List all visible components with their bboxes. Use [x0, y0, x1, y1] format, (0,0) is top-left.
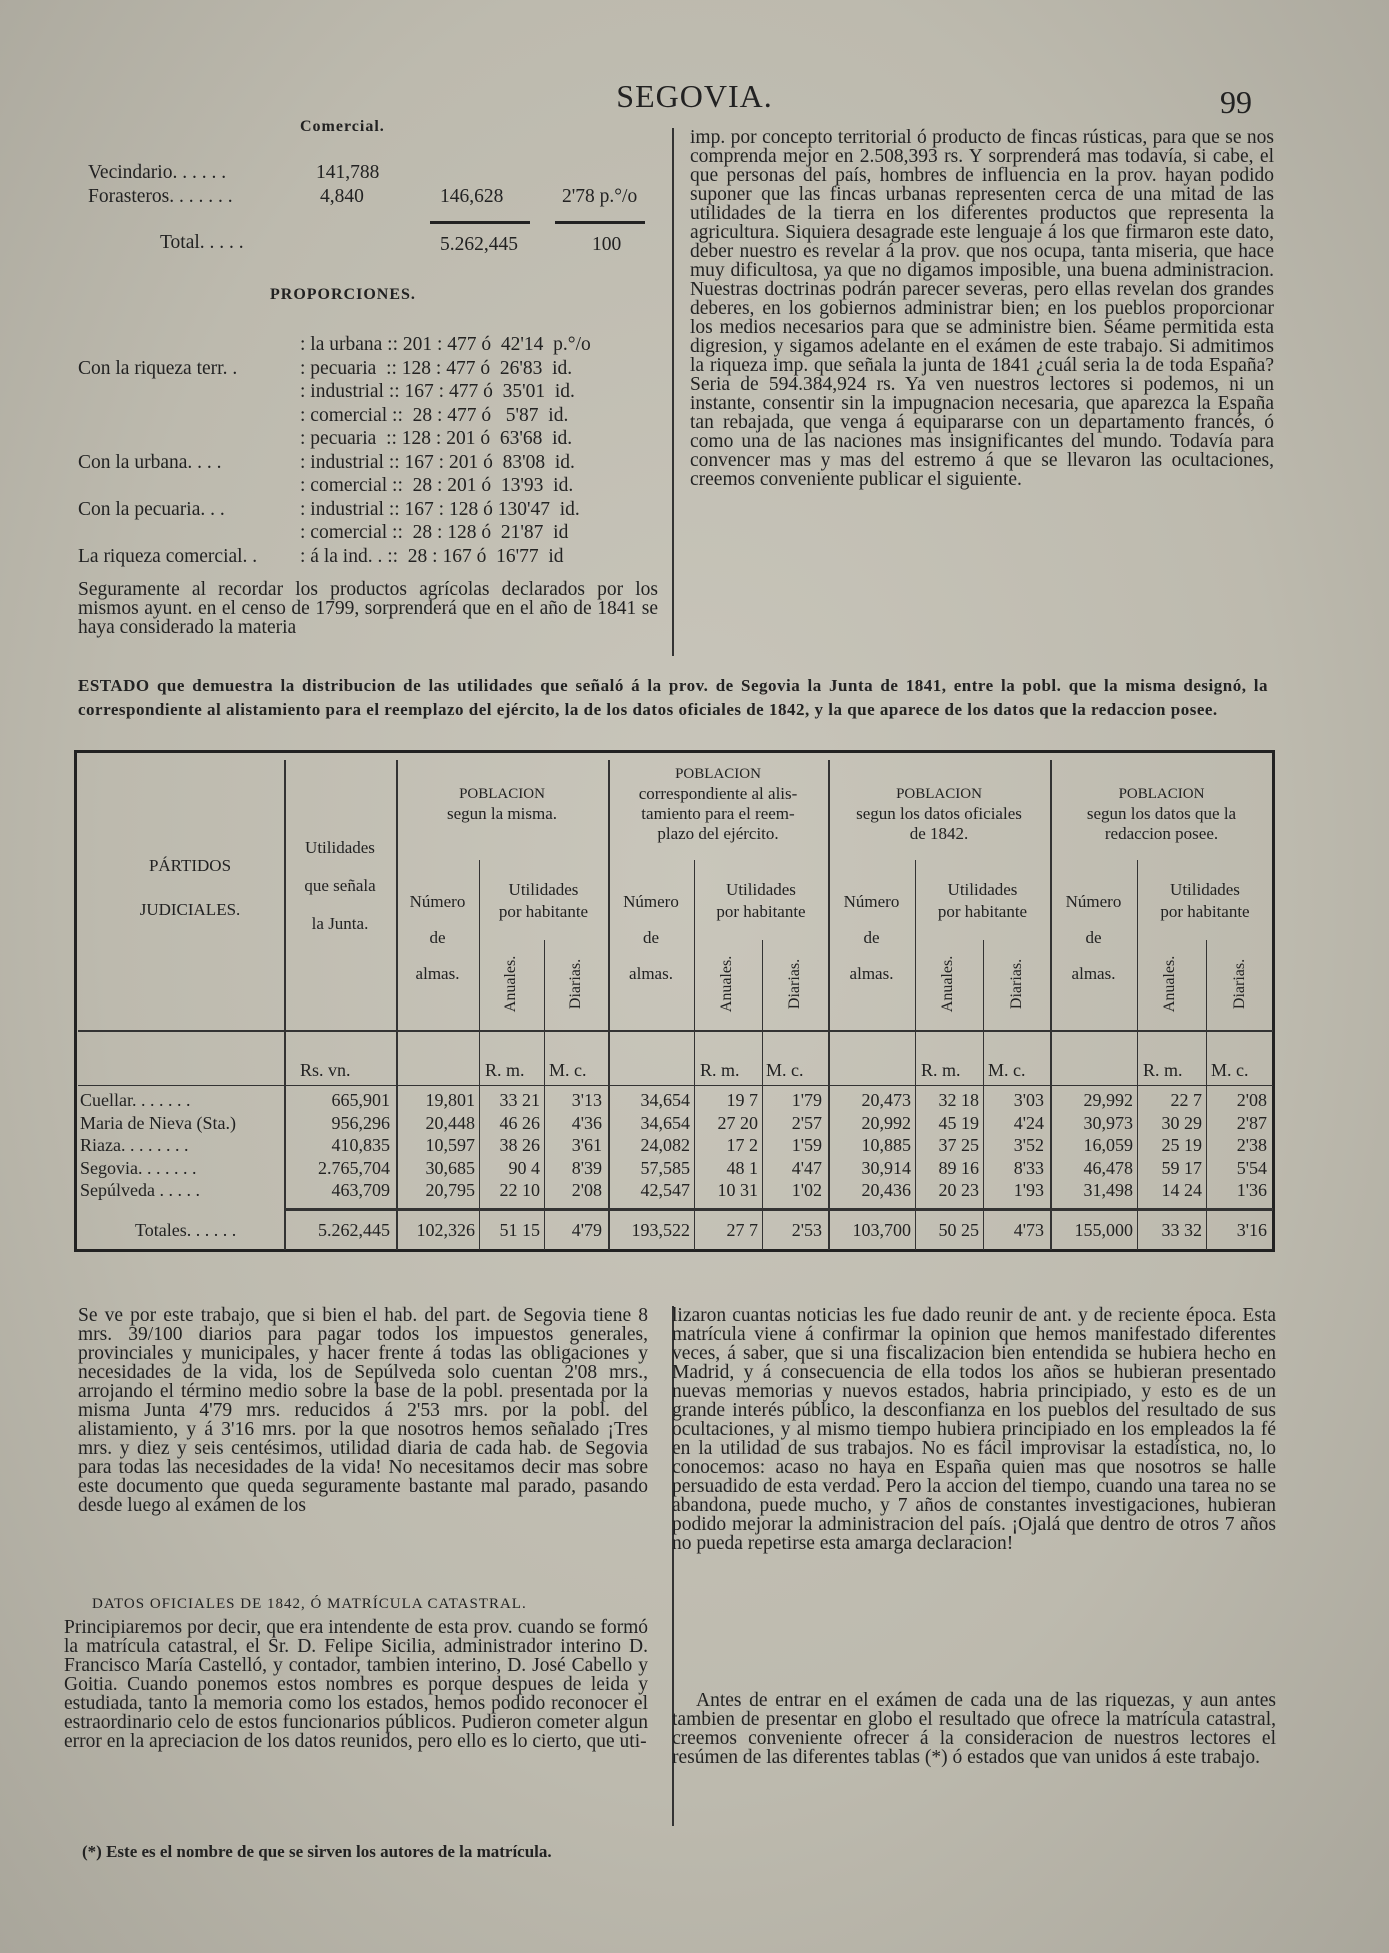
poblacion-group-header: POBLACION [1118, 786, 1205, 802]
diarias-header: Diarias. [786, 958, 803, 1010]
poblacion-group-header: redaccion posee. [1104, 824, 1219, 843]
table-row-numero: 20,436 [861, 1180, 911, 1200]
proporcion-row: : la urbana :: 201 : 477 ó 42'14 p.°/o [300, 334, 591, 355]
numero-header: Número [623, 892, 679, 911]
anuales-header: Anuales. [1161, 955, 1178, 1013]
vecindario-label: Vecindario. . . . . . [88, 162, 227, 183]
table-inner-rule [1206, 940, 1207, 1250]
unit-rm: R. m. [700, 1060, 740, 1080]
total-pct: 100 [592, 234, 622, 255]
table-row-numero: 16,059 [1083, 1135, 1133, 1155]
numero-header: Número [1065, 892, 1122, 911]
numero-header: de [863, 928, 880, 947]
poblacion-group-header: POBLACION [459, 786, 545, 802]
table-row-anuales: 14 24 [1161, 1180, 1202, 1200]
table-row-diarias: 2'08 [1236, 1090, 1267, 1110]
totals-row-anuales: 33 32 [1161, 1220, 1202, 1240]
table-inner-rule [983, 940, 984, 1250]
table-row-utilidades: 463,709 [331, 1180, 390, 1200]
unit-rs: Rs. vn. [300, 1060, 351, 1080]
utilidades-habitante-header: por habitante [498, 902, 589, 921]
table-row-diarias: 2'08 [571, 1180, 602, 1200]
diarias-header: Diarias. [1231, 958, 1248, 1010]
numero-header: de [429, 928, 446, 947]
running-title: SEGOVIA. [616, 78, 773, 114]
anuales-header: Anuales. [502, 955, 519, 1013]
table-row-anuales: 20 23 [938, 1180, 979, 1200]
table-row-numero: 46,478 [1083, 1157, 1133, 1178]
table-row-numero: 10,885 [861, 1135, 911, 1155]
numero-header: Número [843, 892, 900, 911]
table-inner-rule [762, 940, 763, 1250]
table-totals-rule [284, 1208, 1273, 1211]
utilidades-habitante-header: Utilidades [1170, 880, 1240, 899]
table-row-numero: 57,585 [640, 1157, 690, 1178]
anuales-header: Anuales. [939, 955, 956, 1013]
left-paragraph-1: Seguramente al recordar los productos agrícolas declarados por los mismos ayunt. en el censo de 1799, sorprenderá que en el año de 1841 se haya considerado la materia [78, 579, 658, 638]
utilidades-habitante-header: Utilidades [726, 880, 796, 899]
numero-header: de [642, 928, 660, 947]
table-row-anuales: 30 29 [1161, 1112, 1202, 1133]
unit-rm: R. m. [1143, 1060, 1183, 1080]
table-row-numero: 20,473 [861, 1090, 911, 1110]
proporcion-row: : industrial :: 167 : 128 ó 130'47 id. [300, 498, 580, 520]
utilidades-habitante-header: por habitante [1160, 902, 1250, 921]
table-row-name: Segovia. . . . . . . [80, 1157, 197, 1178]
table-row-anuales: 22 7 [1170, 1090, 1202, 1110]
table-row-anuales: 33 21 [499, 1090, 540, 1110]
utilidades-habitante-header: por habitante [937, 902, 1028, 921]
proporcion-row: : pecuaria :: 128 : 477 ó 26'83 id. [300, 357, 573, 379]
totals-row-diarias: 4'73 [1013, 1220, 1044, 1240]
proporcion-row: : comercial :: 28 : 201 ó 13'93 id. [300, 475, 574, 496]
forasteros-value: 4,840 [320, 186, 364, 207]
numero-header: Número [409, 892, 466, 911]
totals-row-name: Totales. . . . . . [135, 1220, 237, 1240]
table-row-diarias: 4'36 [571, 1112, 602, 1133]
totals-row-anuales: 27 7 [726, 1220, 758, 1240]
partidos-header: JUDICIALES. [139, 900, 241, 919]
table-row-anuales: 10 31 [717, 1180, 758, 1200]
page-number: 99 [1220, 84, 1252, 120]
vecindario-value: 141,788 [316, 162, 380, 183]
table-row-numero: 19,801 [425, 1090, 475, 1110]
totals-row-numero: 103,700 [852, 1220, 911, 1240]
diarias-header: Diarias. [1008, 958, 1025, 1010]
proporcion-group-label: Con la urbana. . . . [78, 451, 222, 473]
table-row-anuales: 45 19 [938, 1112, 979, 1133]
utilidades-header: Utilidades [305, 838, 375, 857]
datos-heading: DATOS OFICIALES DE 1842, Ó MATRÍCULA CATASTRAL. [92, 1596, 527, 1612]
proporcion-row: : industrial :: 167 : 477 ó 35'01 id. [300, 381, 575, 402]
unit-mc: M. c. [988, 1060, 1026, 1080]
table-row-diarias: 8'39 [571, 1157, 602, 1178]
totals-row-numero: 155,000 [1074, 1220, 1133, 1240]
table-row-diarias: 4'47 [791, 1157, 822, 1178]
table-row-diarias: 4'24 [1013, 1112, 1044, 1133]
proporcion-row: : pecuaria :: 128 : 201 ó 63'68 id. [300, 428, 573, 449]
table-row-utilidades: 410,835 [331, 1135, 390, 1155]
table-row-anuales: 48 1 [726, 1157, 758, 1178]
utilidades-header: que señala [304, 876, 376, 895]
proporcion-group-label: La riqueza comercial. . [78, 545, 258, 567]
table-row-anuales: 25 19 [1161, 1135, 1202, 1155]
totals-row-numero: 102,326 [416, 1220, 475, 1240]
left-paragraph-2: Se ve por este trabajo, que si bien el hab. del part. de Segovia tiene 8 mrs. 39/100 diarios para pagar todos los impuestos generales, provinciales y municipales, y hacer frente á todas las obligaciones y necesidades de la vida, los de Sepúlveda solo cuentan 2'08 mrs., arrojando el término medio sobre la base de la pobl. presentada por la misma Junta 4'79 mrs. reducidos á 2'53 mrs. por la pobl. del alistamiento, y á 3'16 mrs. por la que nosotros hemos señalado ¡Tres mrs. y diez y seis centésimos, utilidad diaria de cada hab. de Segovia para todas las necesidades de la vida! No necesitamos decir mas sobre este documento que queda seguramente bastante mal parado, pasando desde luego al exámen de los [78, 1305, 648, 1516]
comercial-heading: Comercial. [300, 118, 385, 135]
table-row-name: Sepúlveda . . . . . [80, 1180, 200, 1200]
unit-rm: R. m. [921, 1060, 961, 1080]
table-row-name: Cuellar. . . . . . . [80, 1090, 191, 1110]
unit-mc: M. c. [1211, 1060, 1249, 1080]
table-row-utilidades: 2.765,704 [318, 1157, 390, 1178]
table-row-numero: 20,795 [425, 1180, 475, 1200]
table-row-numero: 34,654 [640, 1090, 690, 1110]
sum-rule-2 [555, 221, 645, 224]
table-row-diarias: 3'61 [571, 1135, 602, 1155]
forasteros-sum: 146,628 [440, 186, 504, 207]
utilidades-habitante-header: Utilidades [508, 880, 579, 899]
poblacion-group-header: de 1842. [909, 824, 969, 843]
column-divider-top [672, 128, 674, 656]
utilidades-header: la Junta. [311, 914, 369, 933]
numero-header: almas. [849, 964, 894, 983]
poblacion-group-header: POBLACION [896, 786, 982, 802]
utilidades-habitante-header: por habitante [716, 902, 806, 921]
proporcion-row: : comercial :: 28 : 477 ó 5'87 id. [300, 404, 569, 426]
numero-header: almas. [1071, 964, 1116, 983]
poblacion-group-header: segun la misma. [446, 804, 557, 823]
proporcion-group-label: Con la pecuaria. . . [78, 498, 225, 520]
proporciones-heading: PROPORCIONES. [270, 286, 416, 303]
totals-row-diarias: 3'16 [1236, 1220, 1267, 1240]
total-label: Total. . . . . [160, 232, 244, 253]
table-row-numero: 31,498 [1083, 1180, 1133, 1200]
forasteros-pct: 2'78 p.°/o [562, 186, 638, 207]
table-row-diarias: 1'93 [1013, 1180, 1044, 1200]
table-row-diarias: 2'87 [1236, 1112, 1267, 1133]
totals-row-utilidades: 5.262,445 [318, 1220, 390, 1240]
unit-rm: R. m. [485, 1060, 525, 1080]
table-row-name: Riaza. . . . . . . . [80, 1135, 189, 1155]
proporcion-group-label: Con la riqueza terr. . [78, 357, 238, 379]
table-row-numero: 20,448 [425, 1112, 475, 1133]
table-row-name: Maria de Nieva (Sta.) [80, 1112, 236, 1133]
left-paragraph-3: Principiaremos por decir, que era intendente de esta prov. cuando se formó la matrícula catastral, el Sr. D. Felipe Sicilia, administrador interino D. Francisco María Castelló, y contador, tambien interino, D. José Cabello y Goitia. Cuando ponemos estos nombres es porque despues de leida y estudiada, tanto la memoria como los estados, hemos podido reconocer el estraordinario celo de estos funcionarios públicos. Pudieron cometer algun error en la apreciacion de los datos reunidos, pero ello es lo cierto, que uti- [64, 1617, 648, 1752]
table-row-diarias: 5'54 [1236, 1157, 1267, 1178]
table-row-diarias: 1'36 [1236, 1180, 1267, 1200]
table-row-diarias: 1'79 [791, 1090, 822, 1110]
totals-row-numero: 193,522 [631, 1220, 690, 1240]
table-header-rule [78, 1030, 1273, 1032]
table-row-numero: 29,992 [1083, 1090, 1133, 1110]
numero-header: almas. [629, 964, 673, 983]
poblacion-group-header: tamiento para el reem- [641, 804, 795, 823]
table-inner-rule [544, 940, 545, 1250]
table-row-anuales: 22 10 [499, 1180, 540, 1200]
right-paragraph-3: Antes de entrar en el exámen de cada una de las riquezas, y aun antes tambien de presentar en globo el resultado que ofrece la matrícula catastral, creemos conveniente ofrecer á la consideracion de nuestros lectores el resúmen de las diferentes tablas (*) ó estados que van unidos á este trabajo. [672, 1690, 1276, 1768]
table-row-anuales: 38 26 [499, 1135, 540, 1155]
proporcion-row: : á la ind. . :: 28 : 167 ó 16'77 id [300, 545, 564, 567]
table-row-anuales: 59 17 [1161, 1157, 1202, 1178]
forasteros-label: Forasteros. . . . . . . [88, 186, 233, 207]
table-row-numero: 42,547 [640, 1180, 690, 1200]
proporcion-row: : industrial :: 167 : 201 ó 83'08 id. [300, 451, 575, 473]
table-row-anuales: 19 7 [726, 1090, 758, 1110]
table-row-numero: 10,597 [425, 1135, 475, 1155]
table-row-numero: 30,685 [425, 1157, 475, 1178]
diarias-header: Diarias. [567, 958, 584, 1010]
poblacion-group-header: POBLACION [675, 766, 761, 782]
numero-header: almas. [415, 964, 460, 983]
table-row-diarias: 3'52 [1013, 1135, 1044, 1155]
table-row-diarias: 3'13 [571, 1090, 602, 1110]
poblacion-group-header: plazo del ejército. [657, 824, 779, 843]
poblacion-group-header: segun los datos que la [1086, 804, 1237, 823]
table-row-anuales: 17 2 [726, 1135, 758, 1155]
table-row-utilidades: 665,901 [331, 1090, 390, 1110]
table-row-anuales: 90 4 [508, 1157, 540, 1178]
sum-rule-1 [430, 221, 530, 224]
table-row-diarias: 2'38 [1236, 1135, 1267, 1155]
table-row-numero: 24,082 [640, 1135, 690, 1155]
table-row-numero: 30,914 [861, 1157, 911, 1178]
table-row-diarias: 2'57 [791, 1112, 822, 1133]
unit-mc: M. c. [766, 1060, 804, 1080]
table-row-diarias: 3'03 [1013, 1090, 1044, 1110]
table-row-numero: 30,973 [1083, 1112, 1133, 1133]
right-paragraph-1: imp. por concepto territorial ó producto de fincas rústicas, para que se nos comprenda mejor en 2.508,393 rs. Y sorprenderá mas todavía, si cabe, el que personas del país, hombres de influencia en la prov. hayan podido suponer que las fincas urbanas representen cerca de una mitad de las utilidades de la tierra en los diferentes productos que representa la agricultura. Siquiera desagrade este lenguaje á los que firmaron este dato, deber nuestro es revelar á la prov. que nos ocupa, tanta miseria, que hace muy dificultosa, ya que no digamos imposible, una buena administracion. Nuestras doctrinas podrán parecer severas, pero ellas revelan dos grandes deberes, en los gobiernos administrar bien; en los pueblos proporcionar los medios necesarios para que se administre bien. Séame permitida esta digresion, y sigamos adelante en el exámen de este trabajo. Si admitimos la riqueza imp. que señala la junta de 1841 ¿cuál seria la de toda España? Seria de 594.384,924 rs. Ya ven nuestros lectores si podemos, ni un instante, consentir sin la impugnacion necesaria, que aparezca la España tan rebajada, que venga á equipararse con un departamento francés, ó como una de las naciones mas insignificantes del mundo. Todavía para convencer mas y mas del estremo á que se llevaron las ocultaciones, creemos conveniente publicar el siguiente. [690, 127, 1274, 490]
totals-row-anuales: 50 25 [938, 1220, 979, 1240]
totals-row-diarias: 4'79 [571, 1220, 602, 1240]
footnote: (*) Este es el nombre de que se sirven los autores de la matrícula. [82, 1842, 552, 1861]
table-row-anuales: 32 18 [938, 1090, 979, 1110]
anuales-header: Anuales. [718, 955, 735, 1013]
poblacion-group-header: correspondiente al alis- [638, 784, 798, 803]
poblacion-group-header: segun los datos oficiales [856, 804, 1022, 823]
table-row-numero: 34,654 [640, 1112, 690, 1133]
right-paragraph-2: lizaron cuantas noticias les fue dado reunir de ant. y de reciente época. Esta matrícula viene á confirmar la opinion que hemos manifestado diferentes veces, á saber, que si una fiscalizacion bien entendida se hubiera hecho en Madrid, y á consecuencia de ella todos los años se hubieran presentado nuevas memorias y nuevos estados, habria principiado, y esto es de un grande interés público, la desconfianza en los pueblos del resultado de sus ocultaciones, y al mismo tiempo hubiera principiado en los empleados la fé en la utilidad de sus trabajos. No es fácil improvisar la estadística, no, lo conocemos: acaso no haya en España quien mas que nosotros se halle persuadido de esta verdad. Pero la accion del tiempo, cuando una tarea no se abandona, puede mucho, y 7 años de constantes investigaciones, hubieran podido mejorar la administracion del país. ¡Ojalá que dentro de otros 7 años no pueda repetirse esta amarga declaracion! [672, 1305, 1276, 1554]
table-units-rule [78, 1085, 1273, 1086]
unit-mc: M. c. [549, 1060, 587, 1080]
totals-row-diarias: 2'53 [791, 1220, 822, 1240]
estado-title: ESTADO que demuestra la distribucion de las utilidades que señaló á la prov. de Segovia la Junta de 1841, entre la pobl. que la misma designó, la correspondiente al alistamiento para el reemplazo del ejército, la de los datos oficiales de 1842, y la que aparece de los datos que la redaccion posee. [78, 676, 1268, 719]
utilidades-habitante-header: Utilidades [947, 880, 1018, 899]
table-row-diarias: 1'02 [791, 1180, 822, 1200]
table-row-anuales: 27 20 [717, 1112, 758, 1133]
partidos-header: PÁRTIDOS [148, 856, 232, 875]
proporcion-row: : comercial :: 28 : 128 ó 21'87 id [300, 522, 569, 543]
total-value: 5.262,445 [440, 234, 518, 255]
table-row-diarias: 1'59 [791, 1135, 822, 1155]
table-row-anuales: 46 26 [499, 1112, 540, 1133]
table-row-diarias: 8'33 [1013, 1157, 1044, 1178]
table-row-anuales: 37 25 [938, 1135, 979, 1155]
totals-row-anuales: 51 15 [499, 1220, 540, 1240]
table-row-numero: 20,992 [861, 1112, 911, 1133]
numero-header: de [1085, 928, 1102, 947]
table-row-anuales: 89 16 [938, 1157, 979, 1178]
table-row-utilidades: 956,296 [331, 1112, 390, 1133]
